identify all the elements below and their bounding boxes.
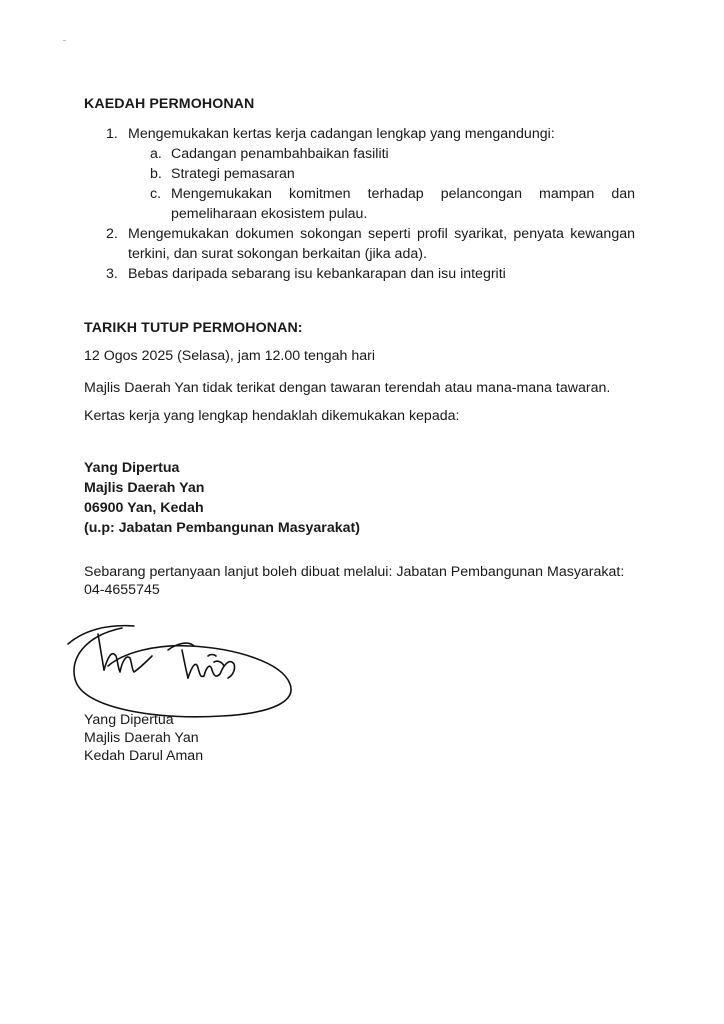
closing-date-text: 12 Ogos 2025 (Selasa), jam 12.00 tengah hari — [84, 348, 376, 364]
submission-instruction-text: Kertas kerja yang lengkap hendaklah dikemukakan kepada: — [84, 408, 460, 424]
list-number-1: 1. — [106, 126, 118, 142]
scan-artifact — [63, 40, 66, 41]
sublist-item-b-text: Strategi pemasaran — [171, 166, 295, 182]
list-number-3: 3. — [106, 266, 118, 282]
address-line-4: (u.p: Jabatan Pembangunan Masyarakat) — [84, 520, 360, 536]
sublist-letter-b: b. — [150, 166, 162, 182]
sublist-item-c-text-line1: Mengemukakan komitmen terhadap pelancongan mampan dan — [171, 186, 635, 202]
signoff-title: Yang Dipertua — [84, 712, 174, 728]
list-item-3-text: Bebas daripada sebarang isu kebankarapan dan isu integriti — [128, 266, 506, 282]
disclaimer-text: Majlis Daerah Yan tidak terikat dengan tawaran terendah atau mana-mana tawaran. — [84, 380, 611, 396]
sublist-item-a-text: Cadangan penambahbaikan fasiliti — [171, 146, 389, 162]
enquiry-text-line1: Sebarang pertanyaan lanjut boleh dibuat melalui: Jabatan Pembangunan Masyarakat: — [84, 564, 625, 580]
list-item-2-text-line2: terkini, dan surat sokongan berkaitan (jika ada). — [128, 246, 427, 262]
enquiry-phone: 04-4655745 — [84, 582, 160, 598]
sublist-letter-a: a. — [150, 146, 162, 162]
signoff-organisation: Majlis Daerah Yan — [84, 730, 199, 746]
address-line-3: 06900 Yan, Kedah — [84, 500, 204, 516]
sublist-letter-c: c. — [150, 186, 162, 202]
address-line-2: Majlis Daerah Yan — [84, 480, 205, 496]
sublist-item-c-text-line2: pemeliharaan ekosistem pulau. — [171, 206, 368, 222]
list-item-2-text-line1: Mengemukakan dokumen sokongan seperti profil syarikat, penyata kewangan — [128, 226, 635, 242]
address-line-1: Yang Dipertua — [84, 460, 180, 476]
list-item-1-text: Mengemukakan kertas kerja cadangan lengkap yang mengandungi: — [128, 126, 555, 142]
list-number-2: 2. — [106, 226, 118, 242]
section-heading-tarikh-tutup: TARIKH TUTUP PERMOHONAN: — [84, 320, 303, 336]
signoff-location: Kedah Darul Aman — [84, 748, 204, 764]
section-heading-kaedah-permohonan: KAEDAH PERMOHONAN — [84, 96, 255, 112]
